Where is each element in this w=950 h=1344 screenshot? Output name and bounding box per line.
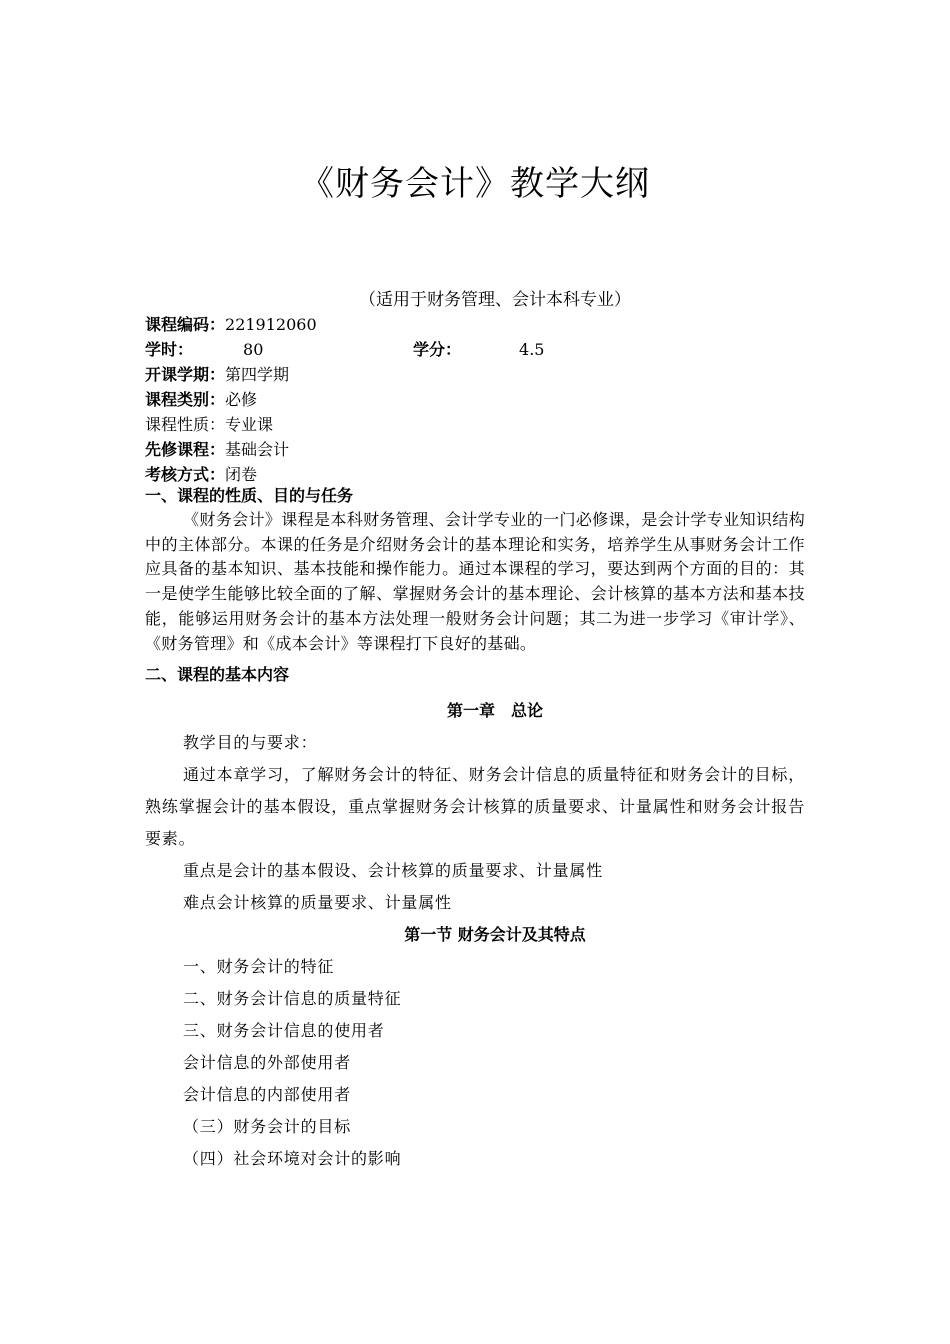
section-title: 第一节 财务会计及其特点 — [404, 925, 586, 945]
list-item: 会计信息的外部使用者 — [183, 1053, 352, 1073]
list-item: 二、财务会计信息的质量特征 — [183, 989, 402, 1009]
meta-prereq — [145, 437, 805, 462]
meta-hours-credits — [145, 337, 805, 362]
meta-semester — [145, 362, 805, 387]
list-item: （四）社会环境对会计的影响 — [183, 1149, 402, 1169]
credits-group — [413, 337, 544, 362]
category-value: 必修 — [225, 390, 258, 409]
list-item: 三、财务会计信息的使用者 — [183, 1021, 385, 1041]
hours-label: 学时： — [145, 340, 194, 359]
difficulties: 难点会计核算的质量要求、计量属性 — [183, 893, 452, 913]
goals-label: 教学目的与要求： — [183, 733, 318, 753]
category-label: 课程类别： — [145, 390, 226, 409]
nature-label: 课程性质： — [145, 415, 226, 434]
meta-course-code — [145, 312, 805, 337]
chapter-title: 第一章 总论 — [446, 701, 543, 721]
list-item: （三）财务会计的目标 — [183, 1117, 352, 1137]
course-meta — [145, 312, 805, 487]
document-subtitle: （适用于财务管理、会计本科专业） — [359, 290, 631, 310]
document-title: 《财务会计》教学大纲 — [300, 164, 650, 204]
prereq-value: 基础会计 — [225, 440, 290, 459]
exam-label: 考核方式： — [145, 465, 226, 484]
list-item: 一、财务会计的特征 — [183, 957, 335, 977]
hours-value: 80 — [243, 340, 264, 359]
semester-value: 第四学期 — [225, 365, 290, 384]
section-1-heading: 一、课程的性质、目的与任务 — [145, 486, 354, 505]
credits-value: 4.5 — [519, 340, 545, 359]
main-content — [145, 483, 805, 1175]
meta-nature — [145, 412, 805, 437]
credits-label: 学分： — [413, 340, 462, 359]
meta-category — [145, 387, 805, 412]
prereq-label: 先修课程： — [145, 440, 226, 459]
goals-text: 通过本章学习，了解财务会计的特征、财务会计信息的质量特征和财务会计的目标，熟练掌握会计的基本假设，重点掌握财务会计核算的质量要求、计量属性和财务会计报告要素。 — [145, 765, 805, 849]
nature-value: 专业课 — [225, 415, 274, 434]
section-1-paragraph: 《财务会计》课程是本科财务管理、会计学专业的一门必修课，是会计学专业知识结构中的主体部分。本课的任务是介绍财务会计的基本理论和实务，培养学生从事财务会计工作应具备的基本知识、基本技能和操作能力。通过本课程的学习，要达到两个方面的目的：其一是使学生能够比较全面的了解、掌握财务会计的基本理论、会计核算的基本方法和基本技能，能够运用财务会计的基本方法处理一般财务会计问题；其二为进一步学习《审计学》、《财务管理》和《成本会计》等课程打下良好的基础。 — [145, 510, 805, 653]
section-2-heading: 二、课程的基本内容 — [145, 665, 290, 685]
course-code-value: 221912060 — [225, 315, 317, 334]
exam-value: 闭卷 — [225, 465, 258, 484]
semester-label: 开课学期： — [145, 365, 226, 384]
course-code-label: 课程编码： — [145, 315, 226, 334]
key-points: 重点是会计的基本假设、会计核算的质量要求、计量属性 — [183, 861, 604, 881]
list-item: 会计信息的内部使用者 — [183, 1085, 352, 1105]
